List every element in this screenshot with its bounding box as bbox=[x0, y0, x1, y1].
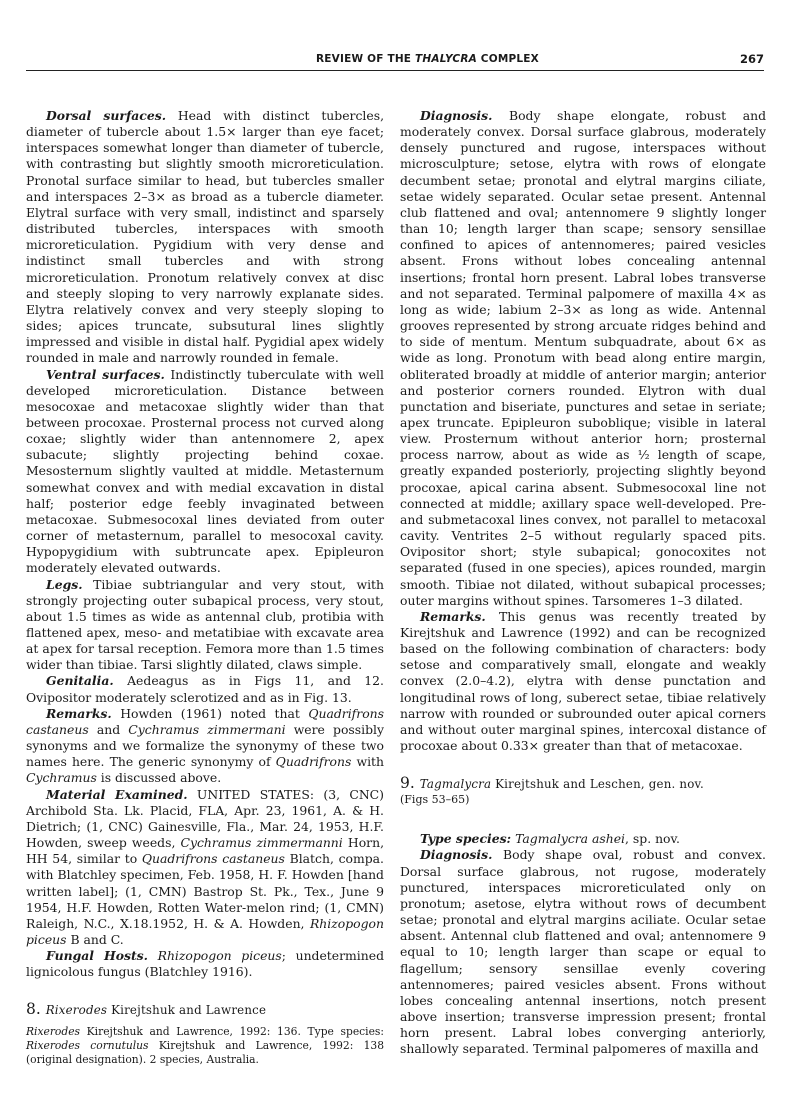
heading-diagnosis: Diagnosis. bbox=[420, 108, 493, 123]
paragraph-type-species: Type species: Tagmalycra ashei, sp. nov. bbox=[420, 831, 680, 847]
heading-type-species: Type species: bbox=[420, 831, 512, 847]
heading-legs: Legs. bbox=[46, 576, 83, 592]
heading-remarks: Remarks. bbox=[46, 705, 112, 721]
left-column bbox=[26, 108, 384, 1067]
paragraph-genitalia: Genitalia. Aedeagus as in Figs 11, and 12. Ovipositor moderately sclerotized and as in Fig. 13. bbox=[26, 673, 384, 705]
heading-diagnosis: Diagnosis. bbox=[420, 847, 493, 863]
figure-reference: (Figs 53–65) bbox=[400, 793, 470, 807]
paragraph-dorsal-surfaces: Dorsal surfaces. Head with distinct tubercles, diameter of tubercle about 1.5× larger than eye facet; interspaces somewhat longer than diameter of tubercle, with contrasting but slightly smooth microreticulation. Pronotal surface similar to head, but tubercles smaller and interspaces 2–3× as broad as a tubercle diameter. Elytral surface with very small, indistinct and sparsely distributed tubercles, interspaces with smooth microreticulation. Pygidium with very dense and indistinct small tubercles and with strong microreticulation. Pronotum relatively convex at disc and steeply sloping to very narrowly explanate sides. Elytra relatively convex and very steeply sloping to sides; apices truncate, subsutural lines slightly impressed and visible in distal half. Pygidial apex widely rounded in male and narrowly rounded in female. bbox=[26, 108, 385, 366]
heading-ventral-surfaces: Ventral surfaces. bbox=[46, 366, 165, 382]
paragraph-fungal-hosts: Fungal Hosts. Rhizopogon piceus; undetermined lignicolous fungus (Blatchley 1916). bbox=[26, 948, 385, 980]
heading-genitalia: Genitalia. bbox=[46, 673, 114, 689]
synonymy-rixerodes: Rixerodes Kirejtshuk and Lawrence, 1992: 136. Type species: Rixerodes cornutulus Kirejtshuk and Lawrence, 1992: 138 (original designation). 2 species, Australia. bbox=[26, 1025, 384, 1067]
paragraph-legs: Legs. Tibiae subtriangular and very stout, with strongly projecting outer subapical process, very stout, about 1.5 times as wide as antennal club, protibia with flattened apex, meso- and metatibiae with excavate area at apex for tarsal reception. Femora more than 1.5 times wider than tibiae. Tarsi slightly dilated, claws simple. bbox=[26, 576, 384, 673]
page-number: 267 bbox=[739, 52, 764, 66]
genus-heading-tagmalycra: 9. Tagmalycra Kirejtshuk and Leschen, gen. nov. (Figs 53–65) bbox=[400, 774, 766, 807]
running-title: REVIEW OF THE THALYCRA COMPLEX bbox=[316, 53, 539, 65]
spacer bbox=[400, 813, 766, 831]
paragraph-diagnosis-tagmalycra: Diagnosis. Body shape oval, robust and convex. Dorsal surface glabrous, not rugose, moderately punctured, interspaces microreticulated only on pronotum; asetose, elytra without rows of decumbent setae; pronotal and elytral margins aciliate. Ocular setae absent. Antennal club flattened and oval; antennomere 9 equal to 10; length larger than scape or equal to flagellum; sensory sensillae evenly covering antennomeres; paired vesicles absent. Frons without lobes concealing antennal insertions, notch present above insertion; transverse impression present; frontal horn present. Labral lobes converging anteriorly, shallowly separated. Terminal palpomeres of maxilla and bbox=[400, 847, 766, 1057]
right-column bbox=[400, 108, 766, 1057]
heading-dorsal-surfaces: Dorsal surfaces. bbox=[46, 108, 167, 123]
paragraph-ventral-surfaces: Ventral surfaces. Indistinctly tuberculate with well developed microreticulation. Distance between mesocoxae and metacoxae slightly wider than that between procoxae. Prosternal process not curved along coxae; slightly wider than antennomere 2, apex subacute; slightly projecting behind coxae. Mesosternum slightly vaulted at middle. Metasternum somewhat convex and with medial excavation in distal half; posterior edge feebly invaginated between metacoxae. Submesocoxal lines deviated from outer corner of metasternum, parallel to mesocoxal cavity. Hypopygidium with subtruncate apex. Epipleuron moderately elevated outwards. bbox=[26, 366, 384, 576]
paragraph-diagnosis-rixerodes: Diagnosis. Body shape elongate, robust and moderately convex. Dorsal surface glabrous, moderately densely punctured and rugose, interspaces without microsculpture; setose, elytra with rows of elongate decumbent setae; pronotal and elytral margins ciliate, setae widely separated. Ocular setae present. Antennal club flattened and oval; antennomere 9 slightly longer than 10; length larger than scape; sensory sensillae confined to apices of antennomeres; paired vesicles absent. Frons without lobes concealing antennal insertions; frontal horn present. Labral lobes transverse and not separated. Terminal palpomere of maxilla 4× as long as wide; labium 2–3× as long as wide. Antennal grooves represented by strong arcuate ridges behind and to side of mentum. Mentum subquadrate, about 6× as wide as long. Pronotum with bead along entire margin, obliterated broadly at middle of anterior margin; anterior and posterior corners rounded. Elytron with dual punctation and biseriate, punctures and setae in seriate; apex truncate. Epipleuron suboblique; visible in lateral view. Prosternum without anterior horn; prosternal process narrow, about as wide as ½ length of scape, greatly expanded posteriorly, projecting slightly beyond procoxae, apical carina absent. Submesocoxal line not connected at middle; axillary space well-developed. Pre- and submetacoxal lines convex, not parallel to metacoxal cavity. Ventrites 2–5 without regularly spaced pits. Ovipositor short; style subapical; gonocoxites not separated (fused in one species), apices rounded, margin smooth. Tibiae not dilated, without subapical processes; outer margins without spines. Tarsomeres 1–3 dilated. bbox=[400, 108, 766, 608]
heading-material-examined: Material Examined. bbox=[46, 786, 188, 802]
paragraph-remarks-right: Remarks. This genus was recently treated by Kirejtshuk and Lawrence (1992) and can be recognized based on the following combination of characters: body setose and comparatively small, elongate and weakly convex (2.0–4.2), elytra with dense punctation and longitudinal rows of long, suberect setae, tibiae relatively narrow with rounded or subrounded outer apical corners and without outer marginal spines, intercoxal distance of procoxae about 0.33× greater than that of metacoxae. bbox=[400, 608, 766, 754]
heading-remarks: Remarks. bbox=[420, 608, 486, 624]
genus-heading-rixerodes: 8. Rixerodes Kirejtshuk and Lawrence bbox=[26, 1000, 267, 1019]
paragraph-material-examined: Material Examined. UNITED STATES: (3, CNC) Archibold Sta. Lk. Placid, FLA, Apr. 23, 1961, A. & H. Dietrich; (1, CNC) Gainesville, Fla., Mar. 24, 1953, H.F. Howden, sweep weeds, Cychramus zimmermanni Horn, HH 54, similar to Quadrifrons castaneus Blatch, compa. with Blatchley specimen, Feb. 1958, H. F. Howden [hand written label]; (1, CMN) Bastrop St. Pk., Tex., June 9 1954, H.F. Howden, Rotten Water-melon rind; (1, CMN) Raleigh, N.C., X.18.1952, H. & A. Howden, Rhizopogon piceus B and C. bbox=[26, 786, 385, 947]
running-header bbox=[26, 50, 764, 71]
paragraph-remarks-left: Remarks. Howden (1961) noted that Quadrifrons castaneus and Cychramus zimmermani were possibly synonyms and we formalize the synonymy of these two names here. The generic synonymy of Quadrifrons with Cychramus is discussed above. bbox=[26, 705, 384, 786]
heading-fungal-hosts: Fungal Hosts. bbox=[46, 948, 148, 964]
